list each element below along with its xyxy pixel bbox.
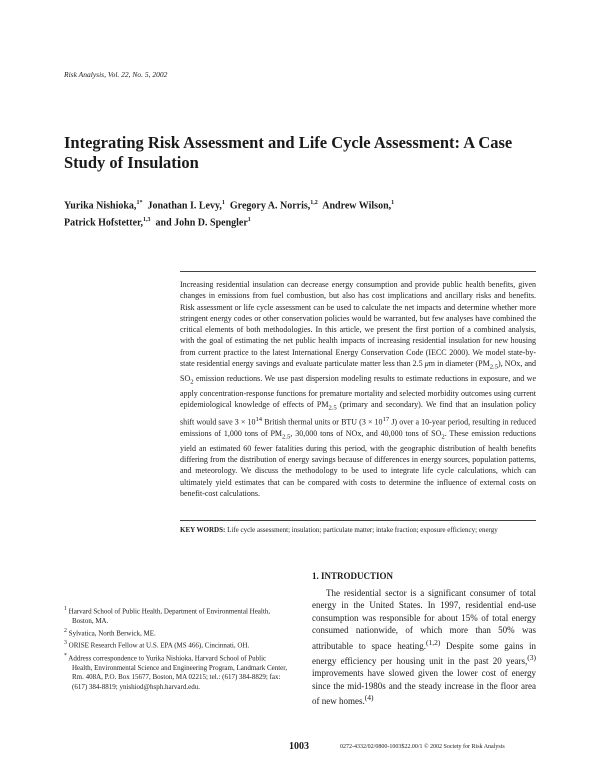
footnotes	[64, 605, 288, 693]
body-text: improvements have slowed given the lower cost of energy since the mid-1980s and the steady increase in the floor area of new homes.	[312, 668, 536, 707]
abstract-text: ), NOx, and SO	[180, 359, 536, 383]
author-affiliation-mark: 1	[247, 217, 251, 224]
body-text: Despite some gains in energy efficiency per housing unit in the past 20 years,	[312, 640, 536, 667]
introduction-body	[312, 587, 536, 708]
abstract-subscript: 2.5	[282, 433, 291, 441]
citation-mark: (1,2)	[426, 637, 441, 647]
footnote-text: Harvard School of Public Health, Department of Environmental Health, Boston, MA.	[66, 607, 271, 625]
author-affiliation-mark: 1,2	[310, 200, 318, 206]
footnote	[64, 627, 288, 639]
footnote-text: Sylvatica, North Berwick, ME.	[66, 629, 156, 638]
abstract-superscript: 14	[255, 416, 263, 424]
abstract-subscript: 2.5	[328, 404, 337, 412]
abstract	[180, 279, 536, 499]
abstract-text: (primary and secondary). We find that an insulation policy shift would save 3 × 10	[180, 400, 537, 427]
footnote-text: Address correspondence to Yurika Nishioka, Harvard School of Public Health, Environmental Science and Engineering Program, Landmark Center, Rm. 408A, P.O. Box 15677, Boston, MA 02215; tel.: (617) 384-8829; fax: (617) 384-8819; ynishiod@hsph.harvard.edu.	[66, 654, 288, 691]
abstract-subscript: 2	[190, 378, 194, 386]
abstract-text: J) over a 10-year period, resulting in reduced emissions of 1,000 tons of PM	[180, 417, 536, 438]
author-name: Patrick Hofstetter,	[64, 217, 144, 229]
abstract-text: . These emission reductions yield an estimated 60 fewer fatalities during this period, with the geographic distribution of health benefits differing from the distribution of energy savings because of differences in energy sources, population patterns, and meteorology. We discuss the methodology to be used to integrate life cycle calculations, which can ultimately yield estimates that can be compared with costs to determine the influence of external costs on benefit-cost calculations.	[180, 429, 536, 499]
keywords	[180, 525, 536, 535]
keywords-label: KEY WORDS:	[180, 526, 226, 534]
abstract-top-rule	[180, 271, 536, 272]
body-text: The residential sector is a significant consumer of total energy in the United States. In 1997, residential end-use consumption was responsible for about 15% of total energy consumed nationwide, of which more than 50% was attributable to space heating.	[312, 588, 536, 651]
section-heading-introduction: 1. INTRODUCTION	[312, 571, 394, 581]
abstract-text: Increasing residential insulation can decrease energy consumption and provide public health benefits, given changes in emissions from fuel combustion, but also has cost implications and ancillary risks and benefits. Risk assessment or life cycle assessment can be used to calculate the net impacts and determine whether more stringent energy codes or other conservation policies would be warranted, but few analyses have combined the critical elements of both methodologies. In this article, we present the first portion of a combined analysis, with the goal of estimating the net public health impacts of increasing residential insulation for new housing from current practice to the latest International Energy Conservation Code (IECC 2000). We model state-by-state residential energy savings and evaluate particulate matter less than 2.5	[180, 280, 536, 369]
abstract-subscript: 2	[441, 433, 445, 441]
issn-copyright: 0272-4332/02/0800-1003$22.00/1 © 2002 Society for Risk Analysis	[340, 744, 505, 750]
abstract-subscript: 2.5	[489, 363, 499, 371]
author-affiliation-mark: 1*	[136, 200, 143, 206]
abstract-text: emission reductions. We use past dispersion modeling results to estimate reductions in exposure, and we apply concentration-response functions for premature mortality and selected morbidity outcomes using current epidemiological knowledge of effects of PM	[180, 373, 536, 410]
page-number: 1003	[289, 741, 309, 752]
author-name: Jonathan I. Levy,	[147, 200, 222, 212]
abstract-text: British thermal units or BTU (3 × 10	[262, 417, 383, 427]
abstract-bottom-rule	[180, 520, 536, 521]
footnote-mark: 2	[64, 628, 67, 635]
footnote-mark: *	[64, 652, 67, 659]
introduction-paragraph	[312, 587, 536, 708]
abstract-text: , 30,000 tons of NOx, and 40,000 tons of SO	[290, 429, 442, 438]
footnote-mark: 1	[64, 606, 67, 612]
author-affiliation-mark: 1	[221, 200, 225, 206]
author-list	[64, 196, 534, 231]
author-affiliation-mark: 1	[391, 200, 395, 206]
keywords-text: Life cycle assessment; insulation; particulate matter; intake fraction; exposure efficiency; energy	[225, 526, 498, 534]
abstract-text: m in diameter (PM	[428, 359, 490, 369]
journal-reference: Risk Analysis, Vol. 22, No. 5, 2002	[64, 70, 168, 79]
author-name: Yurika Nishioka,	[64, 200, 137, 212]
citation-mark: (3)	[527, 653, 536, 663]
footnote	[64, 639, 288, 651]
article-title: Integrating Risk Assessment and Life Cycle Assessment: A Case Study of Insulation	[64, 133, 513, 172]
footnote	[64, 605, 288, 627]
abstract-text: μ	[424, 359, 429, 369]
footnote-mark: 3	[64, 640, 67, 647]
author-name: Andrew Wilson,	[322, 200, 392, 212]
abstract-superscript: 17	[382, 416, 390, 424]
footnote-text: ORISE Research Fellow at U.S. EPA (MS 466), Cincinnati, OH.	[66, 641, 250, 650]
author-name: and John D. Spengler	[155, 217, 248, 229]
footnote	[64, 652, 288, 693]
author-name: Gregory A. Norris,	[229, 200, 311, 212]
author-affiliation-mark: 1,3	[143, 217, 151, 224]
citation-mark: (4)	[364, 693, 374, 703]
